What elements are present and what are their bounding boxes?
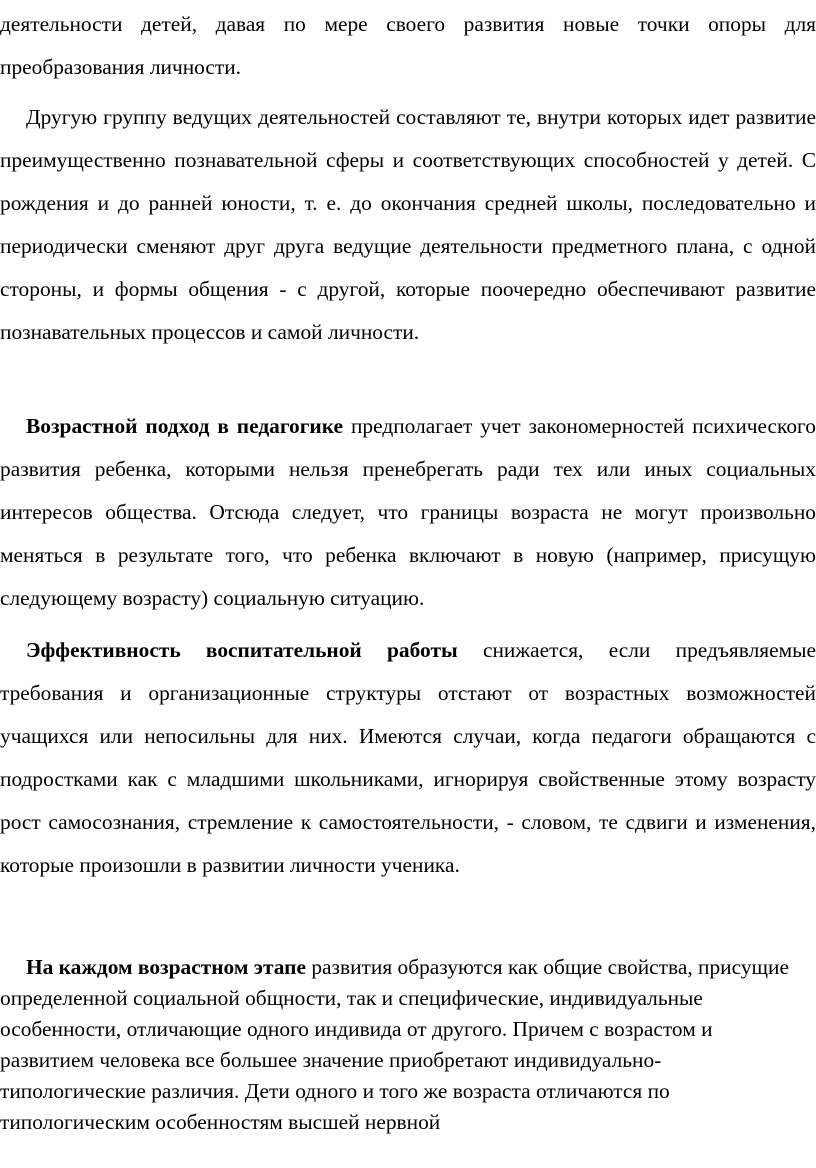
paragraph-5 — [0, 952, 800, 1138]
paragraph-4-bold-term: Эффективность воспитательной работы — [26, 638, 458, 662]
paragraph-1-text: деятельности детей, давая по мере своего развития новые точки опоры для преобразования личности. — [0, 12, 816, 79]
paragraph-2-text: Другую группу ведущих деятельностей составляют те, внутри которых идет развитие преимущественно познавательной сферы и соответствующих способностей у детей. С рождения и до ранней юности, т. е. до окончания средней школы, последовательно и периодически сменяют друг друга ведущие деятельности предметного плана, с одной стороны, и формы общения - с другой, которые поочередно обеспечивают развитие познавательных процессов и самой личности. — [0, 105, 816, 344]
paragraph-5-bold-term: На каждом возрастном этапе — [26, 955, 306, 979]
paragraph-5-text: развития образуются как общие свойства, присущие определенной социальной общности, так и специфические, индивидуальные особенности, отличающие одного индивида от другого. Причем с возрастом и развитием человека все большее значение приобретают индивидуально-типологические различия. Дети одного и того же возраста отличаются по типологическим особенностям высшей нервной — [0, 955, 789, 1134]
paragraph-1 — [0, 3, 816, 89]
paragraph-4 — [0, 629, 816, 887]
paragraph-4-text: снижается, если предъявляемые требования и организационные структуры отстают от возрастных возможностей учащихся или непосильны для них. Имеются случаи, когда педагоги обращаются с подростками как с младшими школьниками, игнорируя свойственные этому возрасту рост самосознания, стремление к самостоятельности, - словом, те сдвиги и изменения, которые произошли в развитии личности ученика. — [0, 638, 816, 877]
paragraph-2 — [0, 96, 816, 354]
paragraph-3-text: предполагает учет закономерностей психического развития ребенка, которыми нельзя пренебрегать ради тех или иных социальных интересов общества. Отсюда следует, что границы возраста не могут произвольно меняться в результате того, что ребенка включают в новую (например, присущую следующему возрасту) социальную ситуацию. — [0, 414, 816, 610]
paragraph-3-bold-term: Возрастной подход в педагогике — [26, 414, 344, 438]
paragraph-3 — [0, 405, 816, 620]
